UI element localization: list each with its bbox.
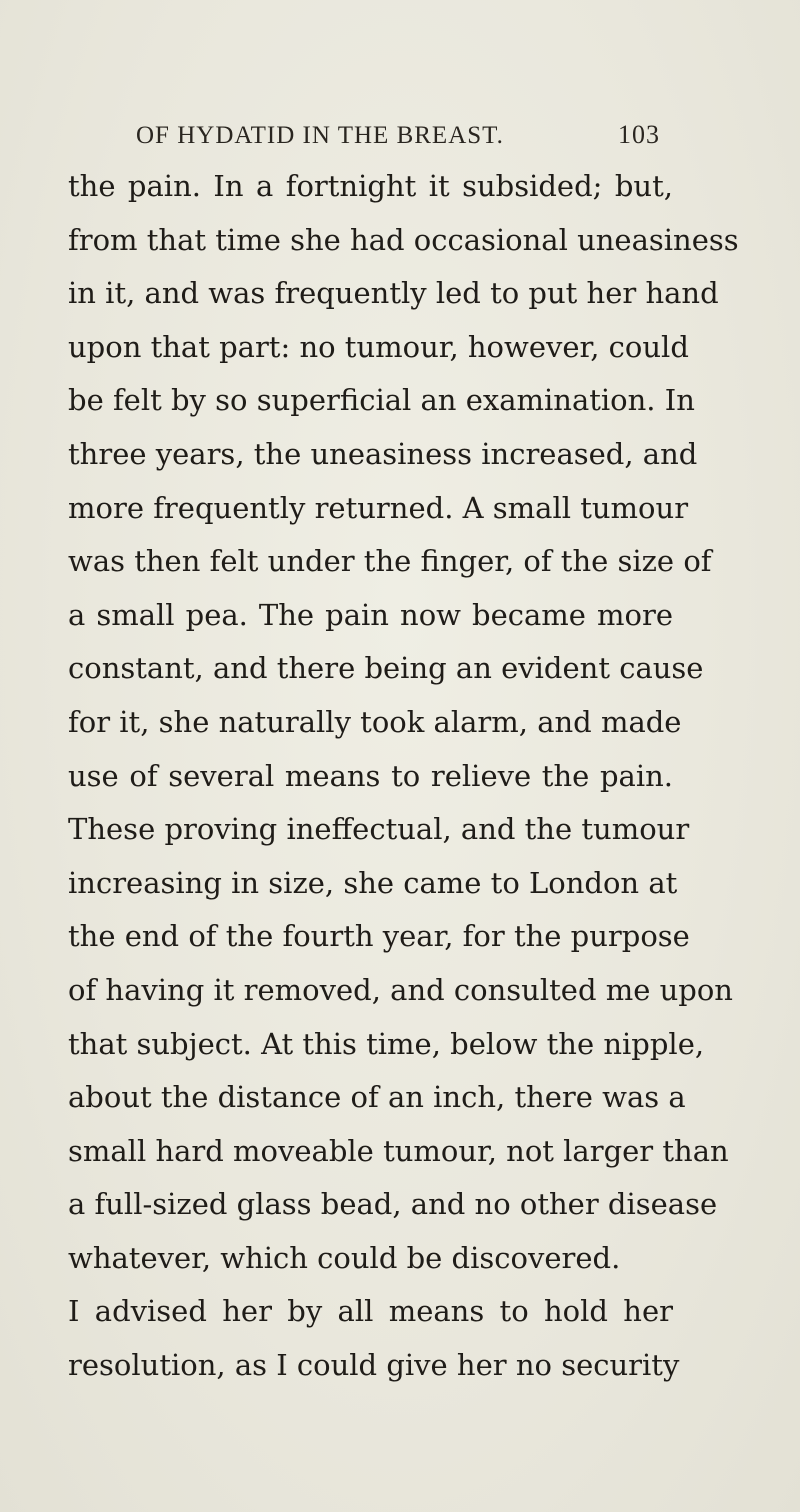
text-line: the pain. In a fortnight it subsided; but, [68, 169, 673, 203]
text-line: was then felt under the finger, of the size of [68, 544, 712, 579]
text-line: a small pea. The pain now became more [68, 597, 673, 632]
text-line: of having it removed, and consulted me upon [68, 972, 733, 1007]
text-line: use of several means to relieve the pain. [68, 758, 673, 793]
text-line: a full-sized glass bead, and no other disease [68, 1187, 718, 1222]
running-head [130, 118, 660, 158]
text-line: from that time she had occasional uneasiness [68, 222, 739, 257]
text-line: be felt by so superficial an examination. In [68, 383, 695, 418]
text-line: about the distance of an inch, there was a [68, 1080, 686, 1115]
text-line: constant, and there being an evident cause [68, 651, 704, 686]
text-line: the end of the fourth year, for the purpose [68, 919, 690, 954]
text-line: increasing in size, she came to London at [68, 865, 678, 900]
page-number: 103 [618, 120, 660, 149]
text-line: that subject. At this time, below the nipple, [68, 1026, 705, 1061]
text-line: I advised her by all means to hold her [68, 1294, 673, 1329]
paragraph-2 [68, 1285, 680, 1392]
text-line: small hard moveable tumour, not larger than [68, 1133, 729, 1168]
text-line: resolution, as I could give her no security [68, 1348, 680, 1383]
text-line: for it, she naturally took alarm, and made [68, 704, 682, 739]
text-line: upon that part: no tumour, however, could [68, 329, 689, 364]
text-line: These proving ineffectual, and the tumour [68, 812, 690, 847]
text-line: more frequently returned. A small tumour [68, 490, 689, 525]
text-line: in it, and was frequently led to put her hand [68, 276, 719, 311]
running-title: OF HYDATID IN THE BREAST. [136, 122, 504, 149]
text-line: whatever, which could be discovered. [68, 1240, 621, 1275]
paragraph-1 [68, 160, 739, 1285]
body-text [68, 160, 739, 1393]
text-line: three years, the uneasiness increased, and [68, 436, 698, 471]
